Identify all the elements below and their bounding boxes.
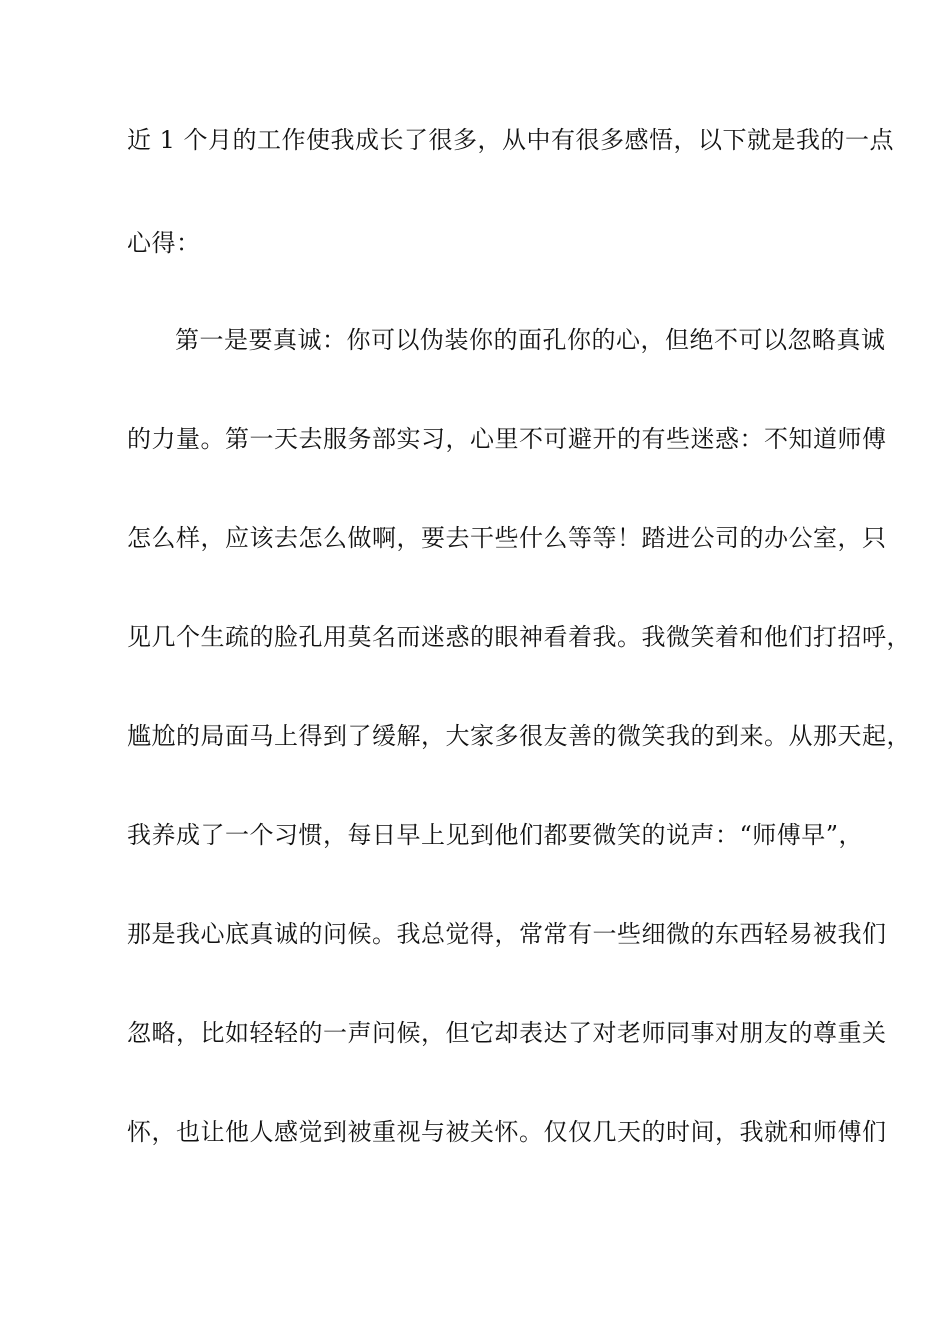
text-line: 那是我心底真诚的问候。我总觉得，常常有一些细微的东西轻易被我们 <box>127 920 887 948</box>
text-line: 忽略，比如轻轻的一声问候，但它却表达了对老师同事对朋友的尊重关 <box>127 1019 887 1047</box>
text-line: 的力量。第一天去服务部实习，心里不可避开的有些迷惑：不知道师傅 <box>127 425 887 453</box>
paragraph-first-line: 第一是要真诚：你可以伪装你的面孔你的心，但绝不可以忽略真诚 <box>175 326 886 354</box>
text-line: 我养成了一个习惯，每日早上见到他们都要微笑的说声：“师傅早”， <box>127 821 864 849</box>
text-line: 尴尬的局面马上得到了缓解，大家多很友善的微笑我的到来。从那天起， <box>127 722 911 750</box>
text-line: 心得： <box>127 229 201 257</box>
text-line: 怀，也让他人感觉到被重视与被关怀。仅仅几天的时间，我就和师傅们 <box>127 1118 887 1146</box>
text-line: 近 1 个月的工作使我成长了很多，从中有很多感悟，以下就是我的一点 <box>127 126 895 154</box>
text-line: 见几个生疏的脸孔用莫名而迷惑的眼神看着我。我微笑着和他们打招呼， <box>127 623 911 651</box>
text-line: 怎么样，应该去怎么做啊，要去干些什么等等！踏进公司的办公室，只 <box>127 524 887 552</box>
